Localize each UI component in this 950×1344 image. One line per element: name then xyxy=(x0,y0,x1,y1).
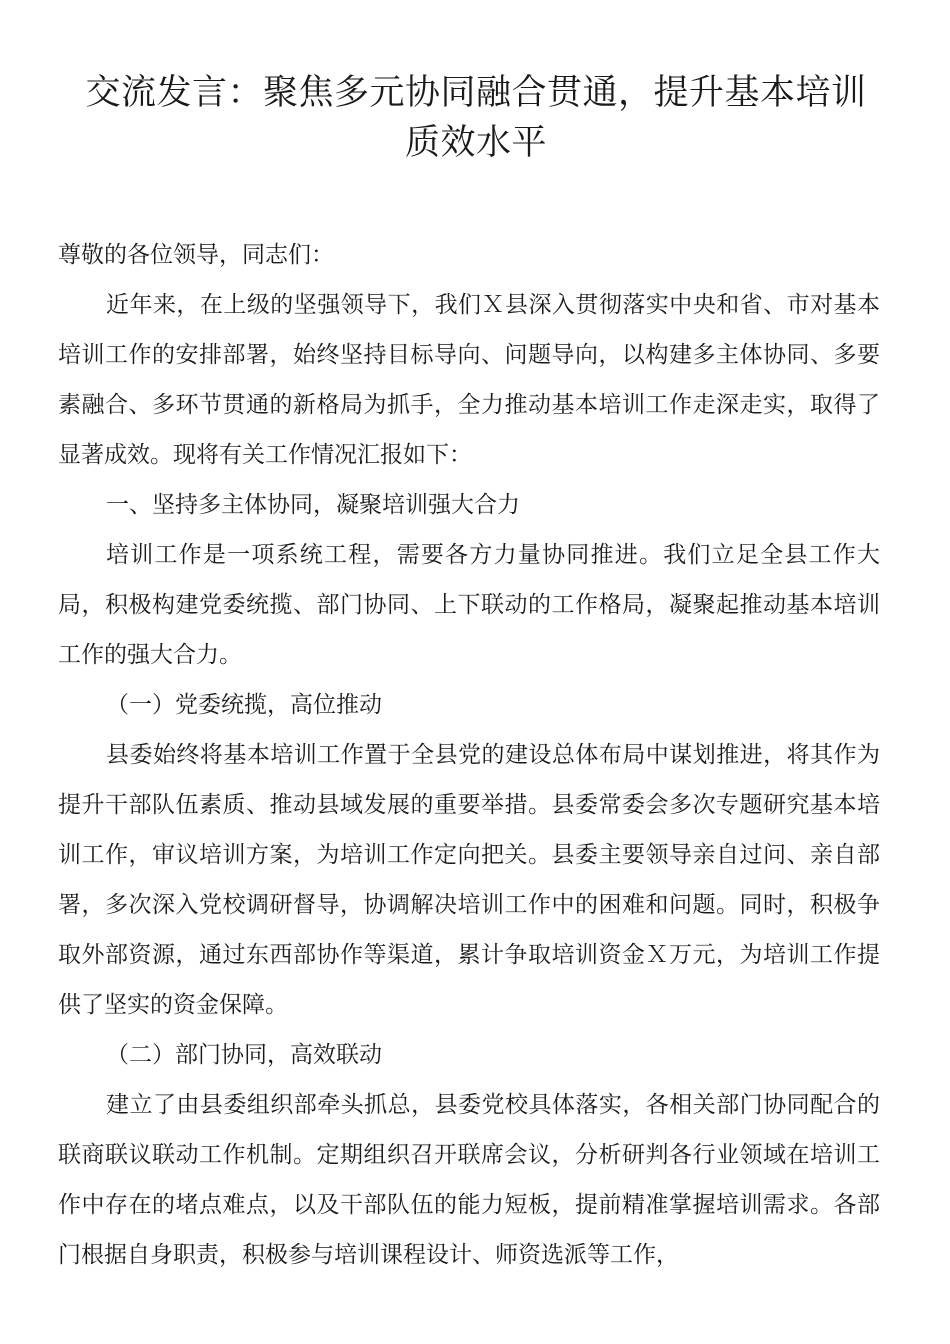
subsection-1-paragraph: 县委始终将基本培训工作置于全县党的建设总体布局中谋划推进，将其作为提升干部队伍素质、推动县域发展的重要举措。县委常委会多次专题研究基本培训工作，审议培训方案，为培训工作定向把关。县委主要领导亲自过问、亲自部署，多次深入党校调研督导，协调解决培训工作中的困难和问题。同时，积极争取外部资源，通过东西部协作等渠道，累计争取培训资金Ｘ万元，为培训工作提供了坚实的资金保障。 xyxy=(58,742,880,1018)
subsection-2-paragraph: 建立了由县委组织部牵头抓总，县委党校具体落实，各相关部门协同配合的联商联议联动工作机制。定期组织召开联席会议，分析研判各行业领域在培训工作中存在的堵点难点，以及干部队伍的能力短板，提前精准掌握培训需求。各部门根据自身职责，积极参与培训课程设计、师资选派等工作， xyxy=(58,1092,880,1268)
document-body xyxy=(58,230,880,1280)
intro-paragraph: 近年来，在上级的坚强领导下，我们Ｘ县深入贯彻落实中央和省、市对基本培训工作的安排部署，始终坚持目标导向、问题导向，以构建多主体协同、多要素融合、多环节贯通的新格局为抓手，全力推动基本培训工作走深走实，取得了显著成效。现将有关工作情况汇报如下： xyxy=(58,292,880,468)
salutation: 尊敬的各位领导，同志们： xyxy=(58,242,334,268)
subsection-heading-1: （一）党委统揽，高位推动 xyxy=(106,692,382,718)
document-title: 交流发言：聚焦多元协同融合贯通，提升基本培训质效水平 xyxy=(85,73,867,163)
section-1-paragraph: 培训工作是一项系统工程，需要各方力量协同推进。我们立足全县工作大局，积极构建党委统揽、部门协同、上下联动的工作格局，凝聚起推动基本培训工作的强大合力。 xyxy=(58,542,880,668)
subsection-heading-2: （二）部门协同，高效联动 xyxy=(106,1042,382,1068)
section-heading-1: 一、坚持多主体协同，凝聚培训强大合力 xyxy=(106,492,520,518)
